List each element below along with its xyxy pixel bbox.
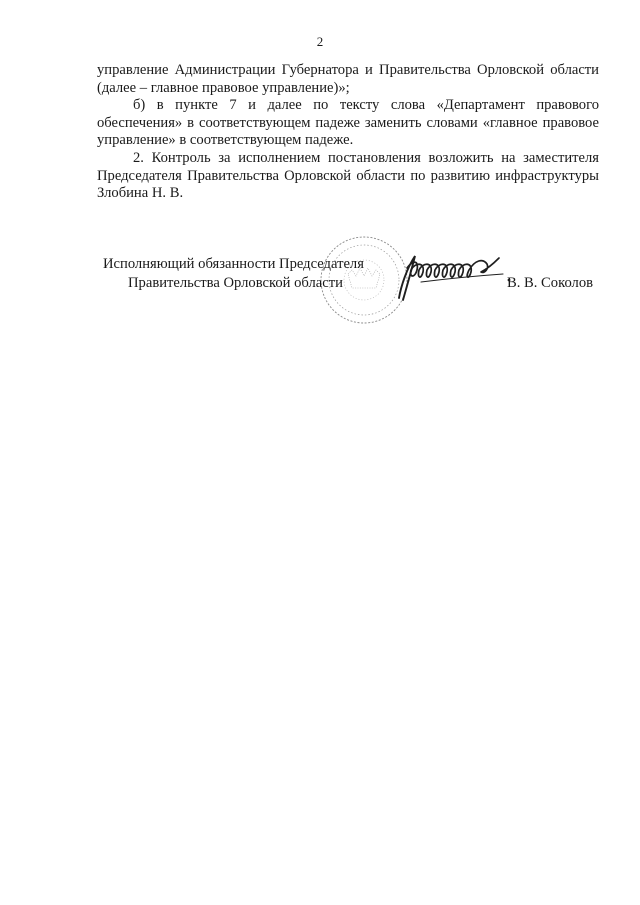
signatory-title-line2: Правительства Орловской области — [128, 275, 343, 291]
signatory-name: В. В. Соколов — [507, 275, 594, 291]
paragraph-2: 2. Контроль за исполнением постановления возложить на заместителя Председателя Правительства Орловской области по развитию инфраструктуры Злобина Н. В. — [97, 149, 599, 202]
document-body — [97, 62, 599, 203]
handwritten-signature — [385, 246, 520, 304]
signatory-title-line1: Исполняющий обязанности Председателя — [103, 256, 364, 272]
paragraph-continuation: управление Администрации Губернатора и Правительства Орловской области (далее – главное правовое управление)»; — [97, 62, 599, 96]
paragraph-b: б) в пункте 7 и далее по тексту слова «Департамент правового обеспечения» в соответствующем падеже заменить словами «главное правовое управление» в соответствующем падеже. — [97, 97, 599, 149]
page-number: 2 — [316, 34, 324, 49]
